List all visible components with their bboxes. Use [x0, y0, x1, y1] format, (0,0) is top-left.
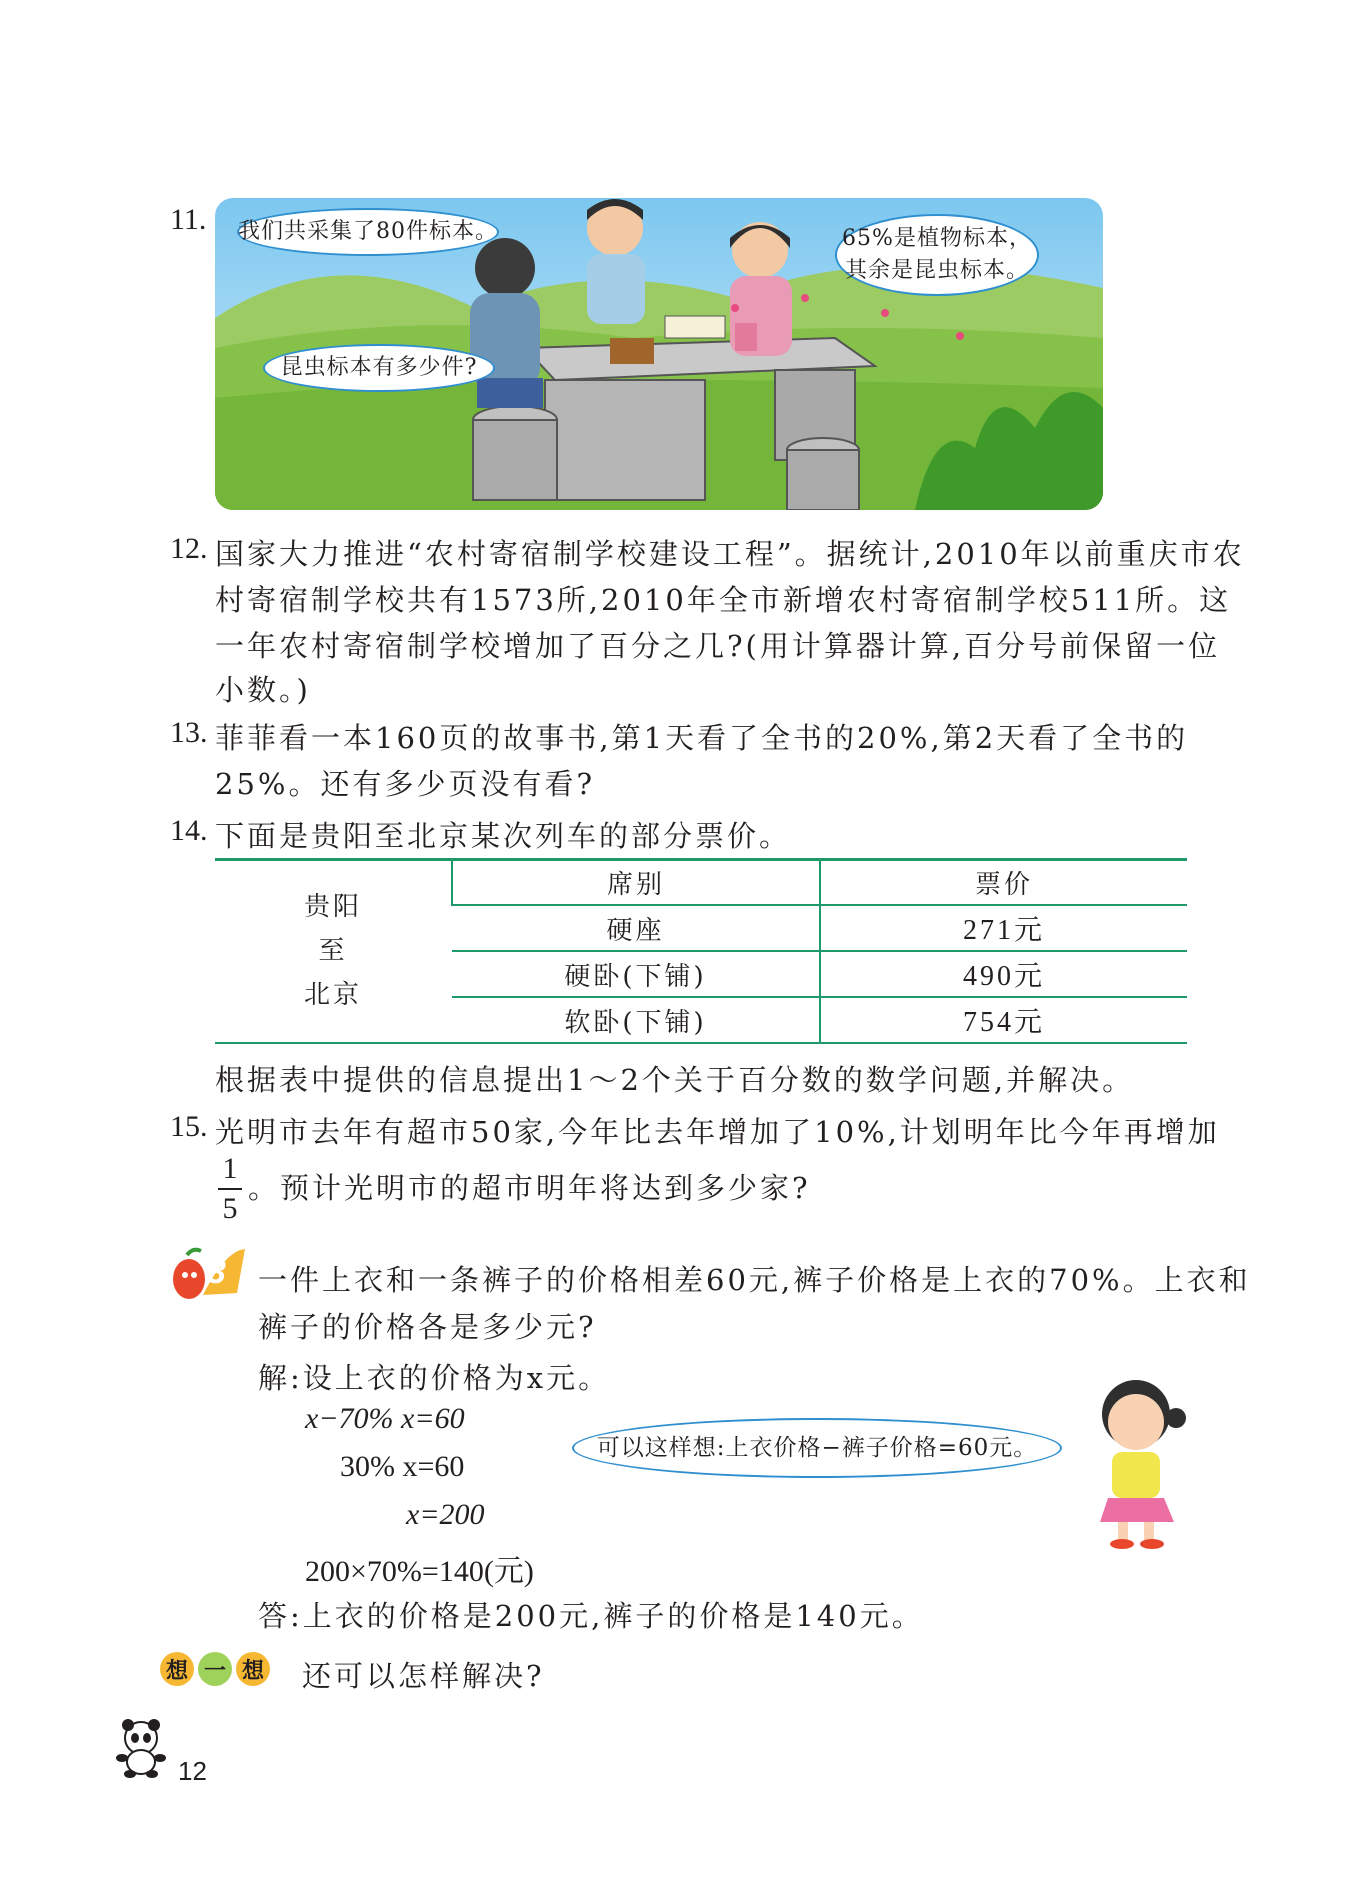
page-number: 12: [178, 1756, 207, 1786]
fraction-bar: [218, 1188, 242, 1190]
girl-character-image: [1078, 1372, 1190, 1552]
chili-mascot-icon: [165, 1245, 245, 1305]
solution-setup: 解:设上衣的价格为x元。: [258, 1361, 611, 1395]
equation-2: 30% x=60: [340, 1450, 465, 1483]
q11-illustration: [215, 198, 1103, 510]
q12-number: 12.: [170, 532, 208, 565]
q14-task: 根据表中提供的信息提出1～2个关于百分数的数学问题,并解决。: [215, 1063, 1135, 1097]
bubble-girl-line1: 65%是植物标本，: [842, 226, 1032, 251]
example-badge: [165, 1245, 245, 1305]
header-seat-type: 席别: [452, 860, 820, 905]
example-line1: 一件上衣和一条裤子的价格相差60元,裤子价格是上衣的70%。上衣和: [258, 1263, 1251, 1297]
fraction-numerator: 1: [222, 1152, 238, 1185]
example-number: 3: [207, 1253, 226, 1291]
equation-4: 200×70%=140(元): [305, 1555, 534, 1588]
q14-number: 14.: [170, 814, 208, 847]
route-line2: 至: [318, 936, 348, 966]
ticket-price-table: [215, 860, 1187, 1044]
q11-number: 11.: [170, 203, 207, 236]
solution-answer: 答:上衣的价格是200元,裤子的价格是140元。: [258, 1599, 924, 1633]
equation-3: x=200: [406, 1498, 485, 1531]
hint-bubble: 可以这样想:上衣价格−裤子价格=60元。: [572, 1418, 1062, 1478]
price-cell: 754元: [820, 997, 1187, 1043]
price-cell: 490元: [820, 951, 1187, 997]
q12-line3: 一年农村寄宿制学校增加了百分之几?(用计算器计算,百分号前保留一位: [215, 629, 1221, 663]
bubble-boy-speech: 我们共采集了80件标本。: [237, 208, 499, 256]
think-badge: [160, 1652, 272, 1688]
header-price: 票价: [820, 860, 1187, 905]
route-line3: 北京: [303, 980, 362, 1010]
q15-line2: 。预计光明市的超市明年将达到多少家?: [248, 1171, 811, 1205]
q15-line1: 光明市去年有超市50家,今年比去年增加了10%,计划明年比今年再增加: [215, 1115, 1220, 1149]
fraction-one-fifth: [218, 1152, 242, 1226]
q14-intro: 下面是贵阳至北京某次列车的部分票价。: [215, 819, 792, 853]
bubble-girl-line2: 其余是昆虫标本。: [844, 258, 1029, 283]
equation-1: x−70% x=60: [305, 1402, 465, 1435]
price-cell: 271元: [820, 905, 1187, 951]
bubble-girl-speech: [835, 214, 1039, 296]
think-text: 还可以怎样解决?: [302, 1659, 545, 1693]
panda-icon: [112, 1718, 170, 1778]
q15-number: 15.: [170, 1110, 208, 1143]
q12-line1: 国家大力推进“农村寄宿制学校建设工程”。据统计,2010年以前重庆市农: [215, 537, 1245, 571]
fraction-denominator: 5: [222, 1192, 238, 1225]
seat-type-cell: 硬卧(下铺): [564, 961, 707, 992]
seat-type-cell: 硬座: [606, 915, 665, 946]
think-char-2: 一: [198, 1652, 232, 1686]
q12-line4: 小数。): [215, 673, 311, 707]
seat-type-cell: 软卧(下铺): [564, 1007, 707, 1038]
q12-line2: 村寄宿制学校共有1573所,2010年全市新增农村寄宿制学校511所。这: [215, 583, 1232, 617]
bubble-question: 昆虫标本有多少件?: [263, 344, 495, 392]
table-header-row: [215, 860, 1187, 905]
route-cell: [215, 860, 452, 1043]
example-line2: 裤子的价格各是多少元?: [258, 1310, 597, 1344]
route-line1: 贵阳: [303, 892, 362, 922]
q13-line2: 25%。还有多少页没有看?: [215, 767, 596, 801]
q13-line1: 菲菲看一本160页的故事书,第1天看了全书的20%,第2天看了全书的: [215, 721, 1189, 755]
think-char-3: 想: [236, 1652, 270, 1686]
think-char-1: 想: [160, 1652, 194, 1686]
q13-number: 13.: [170, 716, 208, 749]
